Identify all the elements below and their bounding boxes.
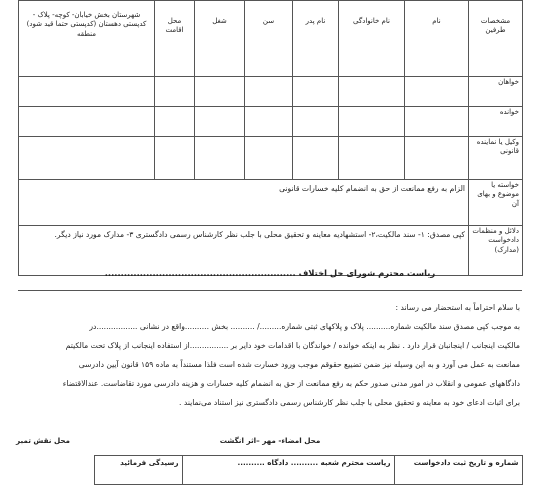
request-value[interactable]: الزام به رفع ممانعت از حق به انضمام کلیه خسارات قانونی: [19, 180, 469, 226]
stamp-place: محل نقش تمبر: [16, 436, 71, 445]
council-title: [18, 268, 522, 278]
registration-table: [18, 455, 523, 485]
plaintiff-label: خواهان: [469, 77, 523, 107]
evidence-label: دلائل و منظمات دادخواست (مدارک): [469, 226, 523, 276]
defendant-name[interactable]: [405, 107, 469, 137]
plaintiff-residence[interactable]: [155, 77, 195, 107]
plaintiff-name[interactable]: [405, 77, 469, 107]
lawyer-address[interactable]: [19, 137, 155, 180]
divider: [18, 290, 522, 291]
petition-body: [20, 298, 520, 412]
plaintiff-job[interactable]: [195, 77, 245, 107]
name-header: نام: [405, 1, 469, 77]
defendant-job[interactable]: [195, 107, 245, 137]
plaintiff-address[interactable]: [19, 77, 155, 107]
signature-place: محل امضاء- مهر –اثر انگشت: [219, 436, 321, 445]
parties-table: [18, 0, 523, 276]
lawyer-job[interactable]: [195, 137, 245, 180]
lawyer-name[interactable]: [405, 137, 469, 180]
plaintiff-age[interactable]: [245, 77, 293, 107]
defendant-age[interactable]: [245, 107, 293, 137]
body-p1: با سلام احتراماً به استحضار می رساند :: [395, 303, 520, 312]
lawyer-family[interactable]: [339, 137, 405, 180]
body-p4: ممانعت به عمل می آورد و به این وسیله نیز ضمن تضییع حقوقم موجب ورود خسارت شده است فلذا مستنداً به ماده ۱۵۹ قانون آیین دادرسی: [78, 360, 520, 369]
plaintiff-family[interactable]: [339, 77, 405, 107]
plaintiff-father[interactable]: [293, 77, 339, 107]
body-p6: برای اثبات ادعای خود به معاینه و تحقیق محلی با جلب نظر کارشناس رسمی دادگستری نیز استناد می‌نمایند .: [179, 398, 520, 407]
defendant-family[interactable]: [339, 107, 405, 137]
age-header: سن: [245, 1, 293, 77]
stamp-area: [18, 456, 94, 485]
parties-header: مشخصات طرفین: [469, 1, 523, 77]
defendant-label: خوانده: [469, 107, 523, 137]
form-footer: [18, 430, 522, 480]
council-title-dots: ............................................................: [104, 268, 296, 278]
request-label: خواسته یا موضوع و بهای آن: [469, 180, 523, 226]
lawyer-father[interactable]: [293, 137, 339, 180]
branch-cell: ریاست محترم شعبه .......... دادگاه ..........: [182, 456, 394, 485]
defendant-father[interactable]: [293, 107, 339, 137]
residence-header: محل اقامت: [155, 1, 195, 77]
father-header: نام پدر: [293, 1, 339, 77]
lawyer-age[interactable]: [245, 137, 293, 180]
body-p2: به موجب کپی مصدق سند مالکیت شماره.......... پلاک و پلاکهای ثبتی شماره........./ .......... بخش ..........واقع در نشانی .................در: [89, 322, 520, 331]
council-title-text: ریاست محترم شورای حل اختلاف: [298, 268, 436, 278]
lawyer-label: وکیل یا نماینده قانونی: [469, 137, 523, 180]
address-header: شهرستان بخش خیابان- کوچه- پلاک - کدپستی دهستان (کدپستی حتما قید شود) منطقه: [19, 1, 155, 77]
family-header: نام خانوادگی: [339, 1, 405, 77]
body-p3: مالکیت اینجانب / اینجانبان قرار دارد . نظر به اینکه خوانده / خواندگان با اقدامات خود دایر بر ................از استفاده اینجانب از پلاک تحت مالکیتم: [65, 341, 520, 350]
attend-cell: رسیدگی فرمائید: [94, 456, 182, 485]
body-p5: دادگاههای عمومی و انقلاب در امور مدنی صدور حکم به رفع ممانعت از حق به انضمام کلیه خسارات و هزینه دادرسی مورد تقاضاست. عندالاقتضاء: [62, 379, 520, 388]
registration-cell: شماره و تاریخ ثبت دادخواست: [394, 456, 522, 485]
defendant-residence[interactable]: [155, 107, 195, 137]
defendant-address[interactable]: [19, 107, 155, 137]
evidence-value[interactable]: کپی مصدق: ۱- سند مالکیت،۲- استشهادیه معاینه و تحقیق محلی با جلب نظر کارشناس رسمی دادگستری ۳- مدارک مورد نیاز دیگر.: [19, 226, 469, 276]
job-header: شغل: [195, 1, 245, 77]
lawyer-residence[interactable]: [155, 137, 195, 180]
